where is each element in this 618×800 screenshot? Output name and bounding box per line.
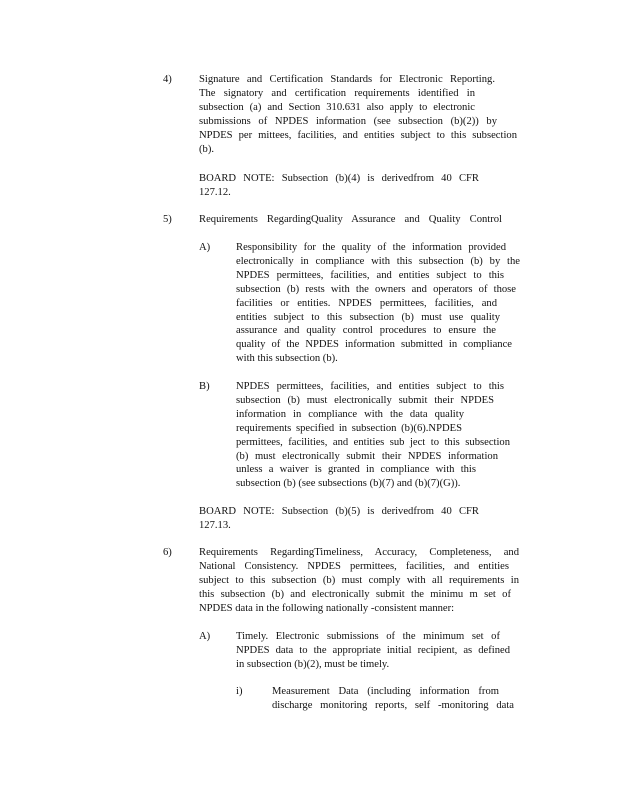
text-line: submissions of NPDES information (see subsection (b)(2)) by: [199, 115, 497, 127]
subsection-5-title: [199, 213, 504, 227]
text-line: information in compliance with the data quality: [236, 408, 464, 420]
text-line: NPDES data in the following nationally -consistent manner:: [199, 602, 455, 614]
text-line: National Consistency. NPDES permittees, facilities, and entities: [199, 560, 509, 572]
text-line: Signature and Certification Standards for Electronic Reporting.: [199, 74, 495, 85]
subsection-6-text: [199, 546, 519, 616]
subsection-6-number: 6): [163, 547, 172, 558]
board-note-line: BOARD NOTE: Subsection (b)(4) is derivedfrom 40 CFR: [199, 173, 479, 184]
subsection-6-A-i-number: i): [236, 686, 243, 697]
board-note-line: 127.12.: [199, 186, 231, 198]
board-note-4: [199, 172, 489, 200]
text-line: Requirements RegardingTimeliness, Accuracy, Completeness, and: [199, 547, 519, 558]
text-line: Timely. Electronic submissions of the minimum set of: [236, 631, 500, 642]
text-line: (b).: [199, 143, 215, 155]
subsection-5-A-number: A): [199, 242, 211, 253]
text-line: quality of the NPDES information submitted in compliance: [236, 339, 512, 351]
text-line: requirements specified in subsection (b)(6).NPDES: [236, 422, 462, 434]
subsection-6-A-number: A): [199, 631, 211, 642]
subsection-5-number: 5): [163, 214, 172, 225]
text-line: Measurement Data (including information from: [272, 686, 499, 697]
subsection-5-A-text: [236, 241, 521, 366]
text-line: unless a waiver is granted in compliance with this: [236, 464, 476, 476]
text-line: discharge monitoring reports, self -monitoring data: [272, 699, 514, 711]
text-line: (b) must electronically submit their NPDES information: [236, 450, 498, 462]
text-line: subsection (b) must electronically submit their NPDES: [236, 394, 494, 406]
text-line: subsection (a) and Section 310.631 also apply to electronic: [199, 101, 475, 113]
board-note-line: 127.13.: [199, 519, 231, 531]
text-line: electronically in compliance with this subsection (b) by the: [236, 255, 520, 267]
subsection-4-number: 4): [163, 74, 172, 85]
subsection-6-A-text: [236, 630, 521, 672]
text-line: The signatory and certification requirements identified in: [199, 87, 475, 99]
text-line: NPDES permittees, facilities, and entities subject to this: [236, 269, 504, 281]
text-line: facilities or entities. NPDES permittees, facilities, and: [236, 297, 497, 309]
text-line: in subsection (b)(2), must be timely.: [236, 658, 390, 670]
text-line: NPDES data to the appropriate initial recipient, as defined: [236, 644, 510, 656]
board-note-5: [199, 505, 489, 533]
text-line: Responsibility for the quality of the information provided: [236, 242, 506, 253]
text-line: NPDES permittees, facilities, and entities subject to this: [236, 381, 504, 392]
subsection-5-B-text: [236, 380, 521, 491]
text-line: with this subsection (b).: [236, 353, 338, 365]
text-line: subsection (b) rests with the owners and operators of those: [236, 283, 516, 295]
subsection-6-A-i-text: [272, 685, 517, 713]
text-line: subject to this subsection (b) must comply with all requirements in: [199, 574, 519, 586]
text-line: assurance and quality control procedures to ensure the: [236, 325, 496, 337]
text-line: subsection (b) (see subsections (b)(7) and (b)(7)(G)).: [236, 478, 461, 490]
text-line: permittees, facilities, and entities sub ject to this subsection: [236, 436, 510, 448]
text-line: this subsection (b) and electronically submit the minimu m set of: [199, 588, 511, 600]
text-line: entities subject to this subsection (b) must use quality: [236, 311, 500, 323]
board-note-line: BOARD NOTE: Subsection (b)(5) is derivedfrom 40 CFR: [199, 506, 479, 517]
subsection-5-title-text: Requirements RegardingQuality Assurance and Quality Control: [199, 214, 502, 225]
subsection-5-B-number: B): [199, 381, 210, 392]
subsection-4-text: [199, 73, 517, 156]
text-line: NPDES per mittees, facilities, and entities subject to this subsection: [199, 129, 517, 141]
